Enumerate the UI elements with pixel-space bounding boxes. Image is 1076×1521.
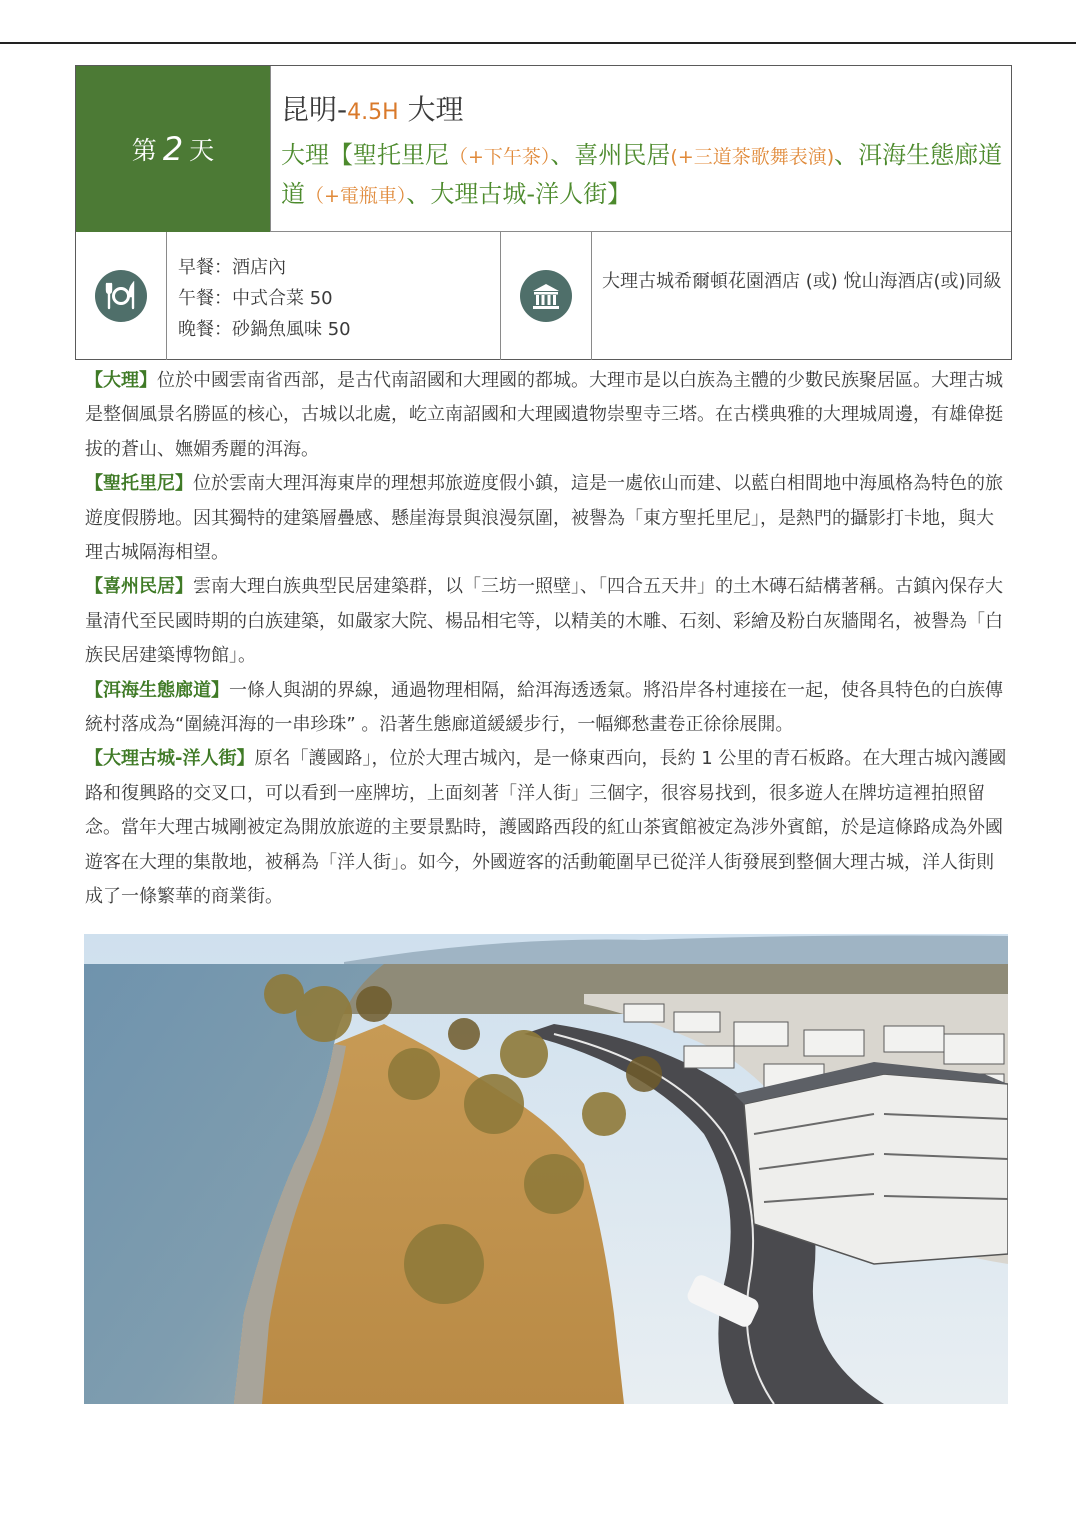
route-from: 昆明- (281, 93, 348, 126)
day-prefix: 第 (131, 136, 157, 165)
day-title-box (270, 66, 1012, 232)
paragraph-title: 【大理古城-洋人街】 (85, 748, 255, 770)
paragraph-body: 雲南大理白族典型民居建築群，以「三坊一照壁」、「四合五天井」的土木磚石結構著稱。古鎮內保存大量清代至民國時期的白族建築，如嚴家大院、楊品相宅等，以精美的木雕、石刻、彩繪及粉白灰牆聞名，被譽為「白族民居建築博物館」。 (85, 576, 1003, 667)
highlight-extra-2: (+三道茶歌舞表演) (670, 146, 835, 168)
meals-cell (167, 232, 501, 360)
day-highlights (281, 137, 1012, 215)
paragraph-body: 原名「護國路」，位於大理古城內，是一條東西向，長約 1 公里的青石板路。在大理古城內護國路和復興路的交叉口，可以看到一座牌坊，上面刻著「洋人街」三個字，很容易找到，很多遊人在牌坊這裡拍照留念。當年大理古城剛被定為開放旅遊的主要景點時，護國路西段的紅山茶賓館被定為涉外賓館，於是這條路成為外國遊客在大理的集散地，被稱為「洋人街」。如今，外國遊客的活動範圍早已從洋人街發展到整個大理古城，洋人街則成了一條繁華的商業街。 (85, 748, 1007, 908)
hotel-icon-cell (501, 232, 592, 360)
breakfast-text: 早餐：酒店內 (178, 257, 286, 278)
paragraph-body: 一條人與湖的界線，通過物理相隔，給洱海透透氣。將沿岸各村連接在一起，使各具特色的白族傳統村落成為“圍繞洱海的一串珍珠” 。沿著生態廊道緩緩步行，一幅鄉愁畫卷正徐徐展開。 (85, 679, 1003, 736)
route-line (281, 92, 1012, 131)
day-itinerary-table (75, 65, 1012, 360)
paragraph-santorini (85, 467, 1010, 570)
building-icon (520, 270, 572, 322)
paragraph-xizhou (85, 570, 1010, 673)
paragraph-title: 【喜州民居】 (85, 576, 193, 598)
lunch-text: 午餐：中式合菜 50 (178, 288, 333, 309)
utensils-icon (95, 270, 147, 322)
day-info-row (76, 232, 1011, 360)
day-number: 2 (162, 130, 184, 168)
paragraph-title: 【大理】 (85, 370, 157, 391)
paragraph-body: 位於中國雲南省西部，是古代南詔國和大理國的都城。大理市是以白族為主體的少數民族聚居區。大理古城是整個風景名勝區的核心，古城以北處，屹立南詔國和大理國遺物崇聖寺三塔。在古樸典雅的大理城周邊，有雄偉挺拔的蒼山、嫵媚秀麗的洱海。 (85, 370, 1003, 460)
highlight-4: 、大理古城-洋人街】 (406, 180, 632, 208)
paragraph-body: 位於雲南大理洱海東岸的理想邦旅遊度假小鎮，這是一處依山而建、以藍白相間地中海風格為特色的旅遊度假勝地。因其獨特的建築層疊感、懸崖海景與浪漫氛圍，被譽為「東方聖托里尼」，是熱門的攝影打卡地，與大理古城隔海相望。 (85, 473, 1003, 564)
paragraph-title: 【聖托里尼】 (85, 473, 193, 495)
day-suffix: 天 (189, 136, 215, 165)
highlight-extra-1: （+下午茶） (449, 146, 551, 168)
hotel-cell (592, 232, 1012, 360)
paragraph-dali (85, 364, 1010, 467)
description-content (85, 364, 1010, 915)
hotel-text: 大理古城希爾頓花園酒店 (或) 悅山海酒店(或)同級 (602, 271, 1002, 292)
highlight-3: 、洱海生態廊道道 (281, 141, 1003, 208)
highlight-2: 、喜州民居 (550, 141, 671, 169)
top-rule (0, 42, 1076, 44)
meal-icon-cell (76, 232, 167, 360)
route-duration: 4.5H (347, 100, 399, 125)
paragraph-erhai (85, 674, 1010, 743)
highlight-1: 大理【聖托里尼 (281, 141, 449, 169)
paragraph-title: 【洱海生態廊道】 (85, 679, 229, 701)
day-badge (76, 66, 270, 232)
highlight-extra-3: （+電瓶車） (305, 185, 407, 207)
erhai-landscape-photo (84, 934, 1008, 1404)
dinner-text: 晚餐：砂鍋魚風味 50 (178, 319, 351, 340)
day-header (76, 66, 1011, 232)
paragraph-foreigner-street (85, 742, 1010, 914)
route-to: 大理 (398, 93, 464, 126)
